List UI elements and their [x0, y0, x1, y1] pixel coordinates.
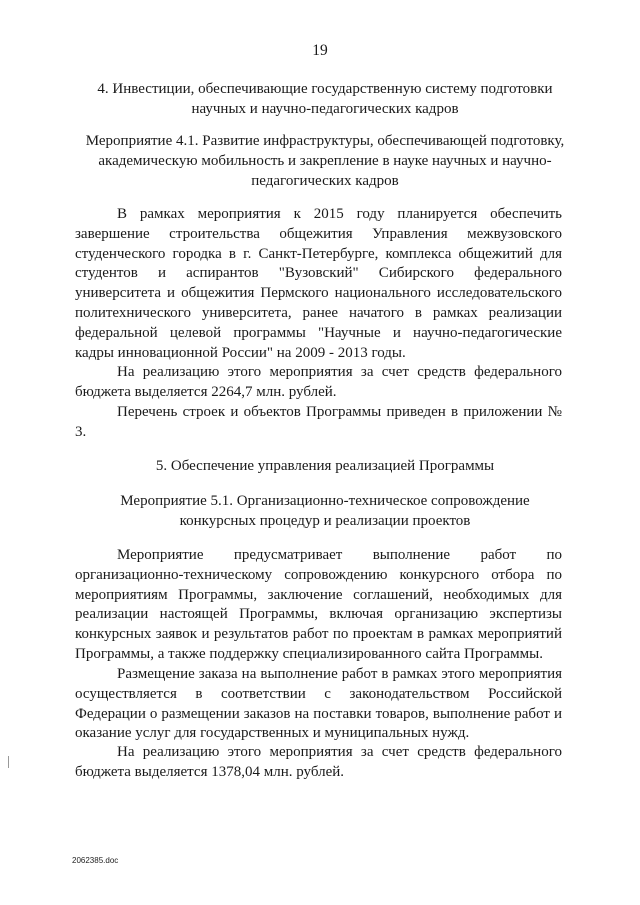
section-4-heading-line-1: 4. Инвестиции, обеспечивающие государственную систему подготовки	[97, 81, 553, 97]
section-5-paragraph-2: Размещение заказа на выполнение работ в рамках этого мероприятия осуществляется в соответствии с законодательством Российской Федерации о размещении заказов на поставки товаров, выполнение работ и оказание услуг для государственных и муниципальных нужд.	[75, 666, 562, 742]
section-4-paragraph-3: Перечень строек и объектов Программы приведен в приложении № 3.	[75, 404, 562, 440]
measure-5-1-heading	[70, 491, 580, 531]
section-4-paragraph-1: В рамках мероприятия к 2015 году планируется обеспечить завершение строительства общежития Управления межвузовского студенческого городка в г. Санкт-Петербурге, комплекса общежитий для студентов и аспирантов "Вузовский" Сибирского федерального университета и общежития Пермского национального исследовательского политехнического университета, ранее начатого в рамках реализации федеральной целевой программы "Научные и научно-педагогические кадры инновационной России" на 2009 - 2013 годы.	[75, 206, 562, 361]
measure-4-1-heading-line-2: академическую мобильность и закрепление в науке научных и научно-	[98, 153, 552, 169]
page-number: 19	[312, 42, 328, 59]
scan-margin-mark	[8, 756, 9, 768]
measure-5-1-heading-line-2: конкурсных процедур и реализации проектов	[179, 513, 471, 529]
section-4-heading	[70, 79, 580, 119]
measure-4-1-heading-line-3: педагогических кадров	[251, 173, 399, 189]
measure-5-1-heading-line-1: Мероприятие 5.1. Организационно-техническое сопровождение	[120, 493, 530, 509]
document-footer: 2062385.doc	[72, 856, 119, 865]
section-5-paragraph-1: Мероприятие предусматривает выполнение работ по организационно-техническому сопровождению конкурсного отбора по мероприятиям Программы, заключение соглашений, необходимых для реализации настоящей Программы, включая организацию экспертизы конкурсных заявок и результатов работ по проектам в рамках мероприятий Программы, а также поддержку специализированного сайта Программы.	[75, 547, 562, 662]
measure-4-1-heading-line-1: Мероприятие 4.1. Развитие инфраструктуры, обеспечивающей подготовку,	[85, 133, 565, 149]
section-5-heading: 5. Обеспечение управления реализацией Программы	[155, 458, 495, 474]
section-4-paragraph-2: На реализацию этого мероприятия за счет средств федерального бюджета выделяется 2264,7 млн. рублей.	[75, 364, 562, 400]
section-4-heading-line-2: научных и научно-педагогических кадров	[191, 101, 459, 117]
section-5-paragraph-3: На реализацию этого мероприятия за счет средств федерального бюджета выделяется 1378,04 млн. рублей.	[75, 744, 562, 780]
measure-4-1-heading	[70, 131, 580, 191]
